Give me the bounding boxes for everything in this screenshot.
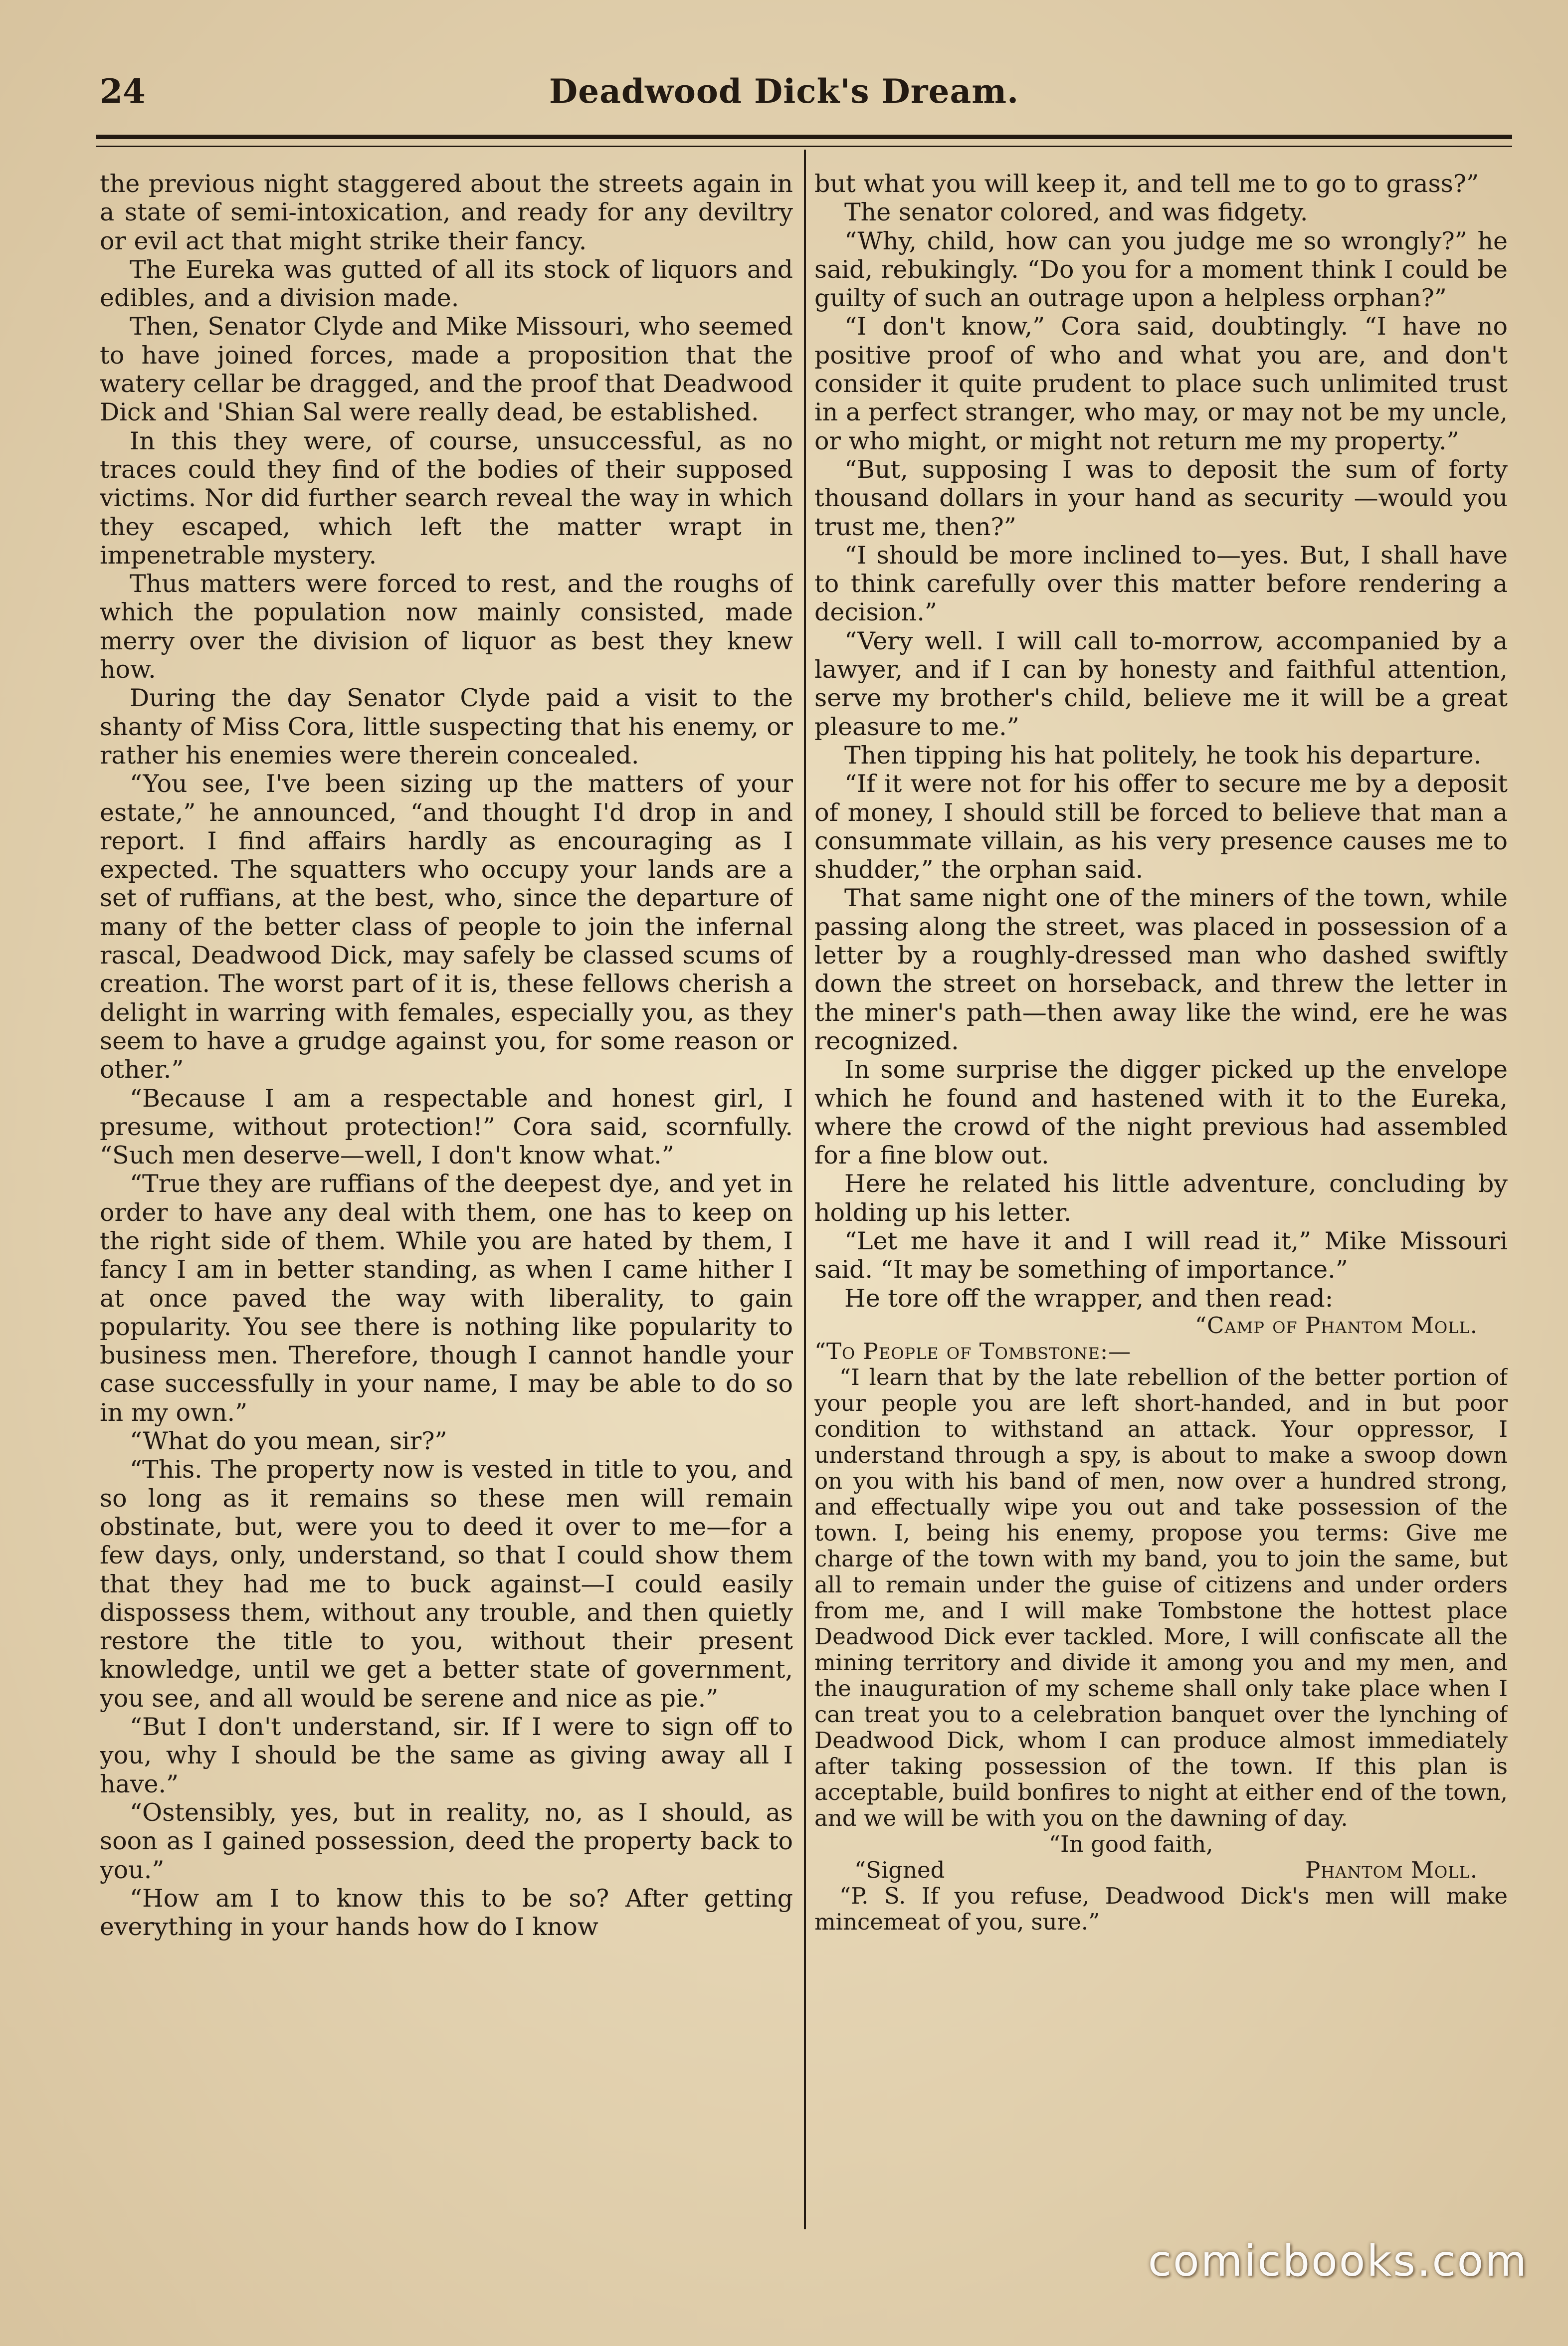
letter-signature-row xyxy=(814,1857,1508,1883)
paragraph: “How am I to know this to be so? After getting everything in your hands how do I know xyxy=(100,1884,793,1942)
paragraph: “You see, I've been sizing up the matters of your estate,” he announced, “and thought I'd drop in and report. I find affairs hardly as encouraging as I expected. The squatters who occupy your lands are a set of ruffians, at the best, who, since the departure of many of the better class of people to join the infernal rascal, Deadwood Dick, may safely be classed scums of creation. The worst part of it is, these fellows cherish a delight in warring with females, especially you, as they seem to have a grudge against you, for some reason or other.” xyxy=(100,770,793,1084)
page-number: 24 xyxy=(100,72,146,111)
paragraph: “Because I am a respectable and honest girl, I presume, without protection!” Cora said, scornfully. “Such men deserve—well, I don't know what.” xyxy=(100,1084,793,1170)
letter-body: “I learn that by the late rebellion of the better portion of your people you are left short-handed, and in but poor condition to withstand an attack. Your oppressor, I understand through a spy, is about to make a swoop down on you with his band of men, now over a hundred strong, and effectually wipe you out and take possession of the town. I, being his enemy, propose you terms: Give me charge of the town with my band, you to join the same, but all to remain under the guise of citizens and under orders from me, and I will make Tombstone the hottest place Deadwood Dick ever tackled. More, I will confiscate all the mining territory and divide it among you and my men, and the inauguration of my scheme shall only take place when I can treat you to a celebration banquet over the lynching of Deadwood Dick, whom I can produce almost immediately after taking possession of the town. If this plan is acceptable, build bonfires to night at either end of the town, and we will be with you on the dawning of day. xyxy=(814,1364,1508,1831)
paragraph: “But I don't understand, sir. If I were to sign off to you, why I should be the same as giving away all I have.” xyxy=(100,1713,793,1798)
paragraph: Then, Senator Clyde and Mike Missouri, who seemed to have joined forces, made a proposition that the watery cellar be dragged, and the proof that Deadwood Dick and 'Shian Sal were really dead, be established. xyxy=(100,312,793,427)
letter-heading: “Camp of Phantom Moll. xyxy=(1195,1312,1478,1339)
paragraph: “Let me have it and I will read it,” Mike Missouri said. “It may be something of importance.” xyxy=(814,1226,1508,1284)
postscript: “P. S. If you refuse, Deadwood Dick's men will make mincemeat of you, sure.” xyxy=(814,1882,1508,1935)
paragraph: “True they are ruffians of the deepest dye, and yet in order to have any deal with them, one has to keep on the right side of them. While you are hated by them, I fancy I am in better standing, as when I came hither I at once paved the way with liberality, to gain popularity. You see there is nothing like popularity to business men. Therefore, though I cannot handle your case successfully in your name, I may be able to do so in my own.” xyxy=(100,1170,793,1427)
running-title: Deadwood Dick's Dream. xyxy=(549,72,1019,111)
paragraph: “This. The property now is vested in title to you, and so long as it remains so these men will remain obstinate, but, were you to deed it over to me—for a few days, only, understand, so that I could show them that they had me to buck against—I could easily dispossess them, without any trouble, and then quietly restore the title to you, without their present knowledge, until we get a better state of government, you see, and all would be serene and nice as pie.” xyxy=(100,1455,793,1713)
watermark: comicbooks.com xyxy=(1148,2236,1528,2286)
paragraph: In some surprise the digger picked up the envelope which he found and hastened with it to the Eureka, where the crowd of the night previous had assembled for a fine blow out. xyxy=(814,1055,1508,1170)
paragraph: The senator colored, and was fidgety. xyxy=(844,198,1308,227)
letter xyxy=(814,1313,1508,1935)
paragraph: That same night one of the miners of the town, while passing along the street, was placed in possession of a letter by a roughly-dressed man who dashed swiftly down the street on horseback, and threw the letter in the miner's path—then away like the wind, ere he was recognized. xyxy=(814,884,1508,1055)
paragraph: “But, supposing I was to deposit the sum of forty thousand dollars in your hand as security —would you trust me, then?” xyxy=(814,455,1508,541)
paragraph: Thus matters were forced to rest, and the roughs of which the population now mainly consisted, made merry over the division of liquor as best they knew how. xyxy=(100,570,793,684)
paragraph: In this they were, of course, unsuccessful, as no traces could they find of the bodies of their supposed victims. Nor did further search reveal the way in which they escaped, which left the matter wrapt in impenetrable mystery. xyxy=(100,426,793,570)
letter-salutation: “To People of Tombstone:— xyxy=(814,1338,1132,1365)
paragraph: He tore off the wrapper, and then read: xyxy=(844,1284,1334,1313)
paragraph: “Very well. I will call to-morrow, accompanied by a lawyer, and if I can by honesty and faithful attention, serve my brother's child, believe me it will be a great pleasure to me.” xyxy=(814,626,1508,741)
header-rule-thin xyxy=(96,146,1512,147)
paragraph: “I don't know,” Cora said, doubtingly. “I have no positive proof of who and what you are, and don't consider it quite prudent to place such unlimited trust in a perfect stranger, who may, or may not be my uncle, or who might, or might not return me my property.” xyxy=(814,312,1508,455)
right-column xyxy=(814,170,1508,2229)
signature: Phantom Moll. xyxy=(1305,1856,1478,1883)
paragraph: “Why, child, how can you judge me so wrongly?” he said, rebukingly. “Do you for a moment think I could be guilty of such an outrage upon a helpless orphan?” xyxy=(814,226,1508,313)
paragraph: but what you will keep it, and tell me to go to grass?” xyxy=(814,170,1479,198)
paragraph: “What do you mean, sir?” xyxy=(130,1427,447,1456)
paragraph: “If it were not for his offer to secure me by a deposit of money, I should still be forced to believe that man a consummate villain, as his very presence causes me to shudder,” the orphan said. xyxy=(814,770,1508,884)
paragraph: The Eureka was gutted of all its stock of liquors and edibles, and a division made. xyxy=(100,255,793,313)
column-divider xyxy=(804,150,806,2229)
letter-closing: “In good faith, xyxy=(1049,1830,1213,1857)
paragraph: Here he related his little adventure, concluding by holding up his letter. xyxy=(814,1170,1508,1227)
paragraph: “Ostensibly, yes, but in reality, no, as I should, as soon as I gained possession, deed the property back to you.” xyxy=(100,1798,793,1884)
paragraph: Then tipping his hat politely, he took his departure. xyxy=(844,741,1482,770)
paragraph: “I should be more inclined to—yes. But, I shall have to think carefully over this matter before rendering a decision.” xyxy=(814,541,1508,627)
header-rule xyxy=(96,135,1512,139)
left-column xyxy=(100,170,793,2229)
signed-label: “Signed xyxy=(854,1856,945,1883)
paragraph: the previous night staggered about the streets again in a state of semi-intoxication, and ready for any deviltry or evil act that might strike their fancy. xyxy=(100,170,793,255)
paragraph: During the day Senator Clyde paid a visit to the shanty of Miss Cora, little suspecting that his enemy, or rather his enemies were therein concealed. xyxy=(100,684,793,770)
